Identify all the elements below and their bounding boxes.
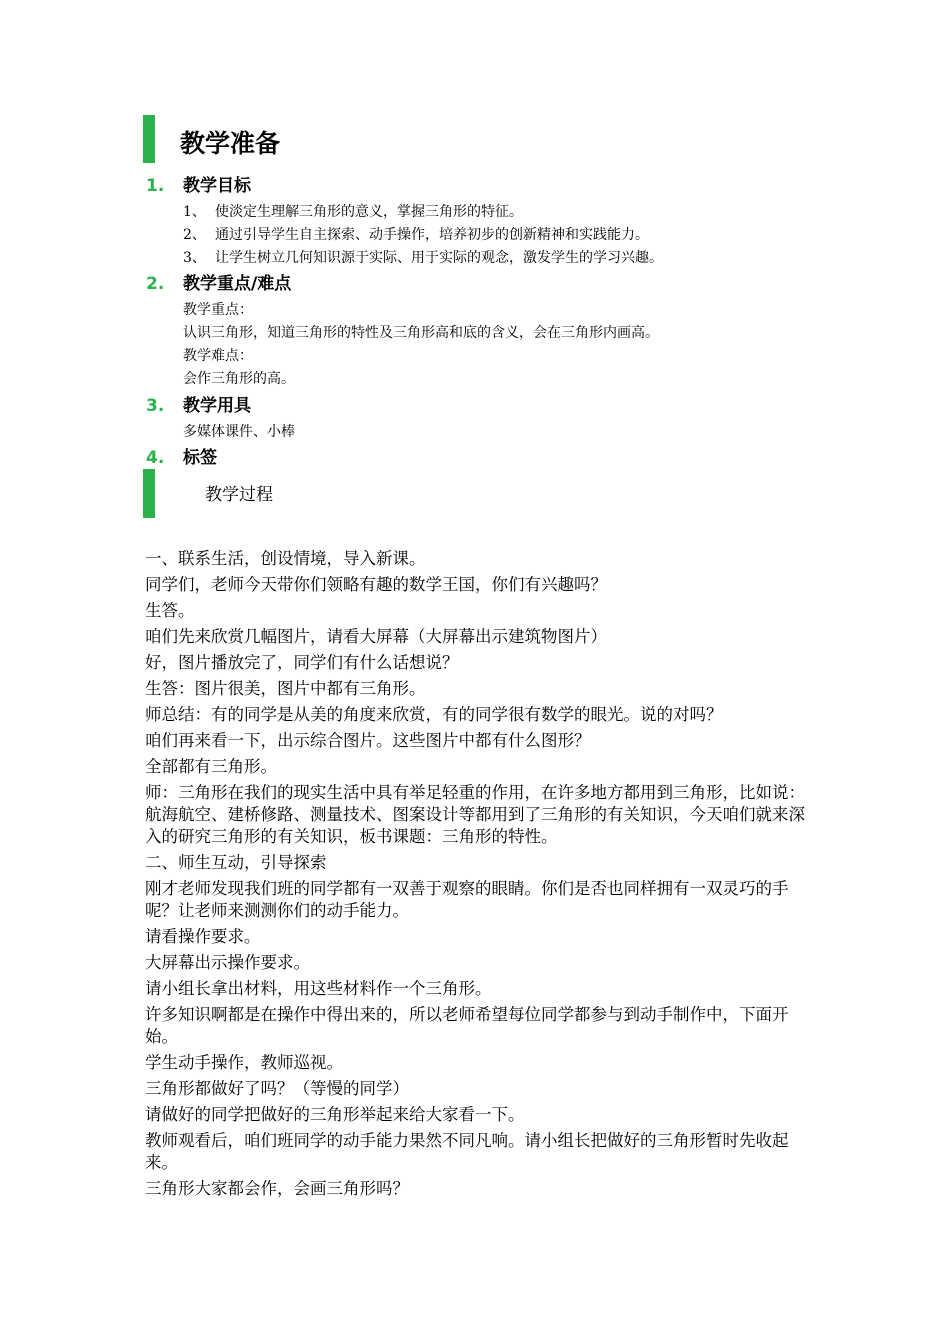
objective-text: 让学生树立几何知识源于实际、用于实际的观念，激发学生的学习兴趣。 (215, 250, 663, 266)
section-title-objectives: 教学目标 (183, 176, 251, 196)
key-point-text: 认识三角形，知道三角形的特性及三角形高和底的含义，会在三角形内画高。 (183, 325, 659, 341)
section-number: 1. (146, 176, 165, 196)
paragraph: 三角形大家都会作，会画三角形吗？ (145, 1179, 409, 1198)
paragraph: 许多知识啊都是在操作中得出来的，所以老师希望每位同学都参与到动手制作中，下面开始。 (145, 1005, 789, 1046)
heading-accent-bar (143, 469, 155, 518)
section-title-tools: 教学用具 (183, 396, 251, 416)
paragraph: 刚才老师发现我们班的同学都有一双善于观察的眼睛。你们是否也同样拥有一双灵巧的手呢？让老师来测测你们的动手能力。 (145, 879, 789, 920)
lesson-process-body (145, 548, 810, 1204)
section-number: 4. (146, 448, 165, 468)
process-heading: 教学过程 (205, 485, 273, 505)
key-point-label: 教学重点： (183, 302, 253, 318)
paragraph: 三角形都做好了吗？（等慢的同学） (145, 1079, 409, 1098)
paragraph: 全部都有三角形。 (145, 757, 277, 776)
objective-text: 使淡定生理解三角形的意义，掌握三角形的特征。 (215, 204, 523, 220)
paragraph: 咱们再来看一下，出示综合图片。这些图片中都有什么图形？ (145, 731, 591, 750)
paragraph: 师总结：有的同学是从美的角度来欣赏，有的同学很有数学的眼光。说的对吗？ (145, 705, 723, 724)
paragraph: 咱们先来欣赏几幅图片，请看大屏幕（大屏幕出示建筑物图片） (145, 627, 607, 646)
paragraph: 教师观看后，咱们班同学的动手能力果然不同凡响。请小组长把做好的三角形暂时先收起来。 (145, 1131, 789, 1172)
paragraph: 请小组长拿出材料，用这些材料作一个三角形。 (145, 979, 492, 998)
paragraph: 生答：图片很美，图片中都有三角形。 (145, 679, 426, 698)
tools-text: 多媒体课件、小棒 (183, 424, 295, 440)
objective-number: 3、 (183, 250, 206, 266)
paragraph: 大屏幕出示操作要求。 (145, 953, 310, 972)
section-number: 3. (146, 396, 165, 416)
objective-number: 2、 (183, 227, 206, 243)
paragraph: 请做好的同学把做好的三角形举起来给大家看一下。 (145, 1105, 525, 1124)
prep-heading: 教学准备 (180, 129, 281, 158)
section-number: 2. (146, 274, 165, 294)
paragraph: 同学们，老师今天带你们领略有趣的数学王国，你们有兴趣吗？ (145, 575, 607, 594)
heading-accent-bar (143, 115, 155, 163)
section-title-key-points: 教学重点/难点 (183, 274, 292, 294)
paragraph: 好，图片播放完了，同学们有什么话想说？ (145, 653, 459, 672)
paragraph: 二、师生互动，引导探索 (145, 853, 327, 872)
paragraph: 一、联系生活，创设情境，导入新课。 (145, 549, 426, 568)
paragraph: 请看操作要求。 (145, 927, 261, 946)
difficult-point-text: 会作三角形的高。 (183, 371, 295, 387)
paragraph: 学生动手操作，教师巡视。 (145, 1053, 343, 1072)
paragraph: 生答。 (145, 601, 195, 620)
objective-text: 通过引导学生自主探索、动手操作，培养初步的创新精神和实践能力。 (215, 227, 649, 243)
objective-number: 1、 (183, 204, 206, 220)
difficult-point-label: 教学难点： (183, 348, 253, 364)
section-title-tags: 标签 (183, 448, 217, 468)
paragraph: 师：三角形在我们的现实生活中具有举足轻重的作用，在许多地方都用到三角形，比如说：航海航空、建桥修路、测量技术、图案设计等都用到了三角形的有关知识，今天咱们就来深入的研究三角形的有关知识，板书课题：三角形的特性。 (145, 783, 805, 846)
